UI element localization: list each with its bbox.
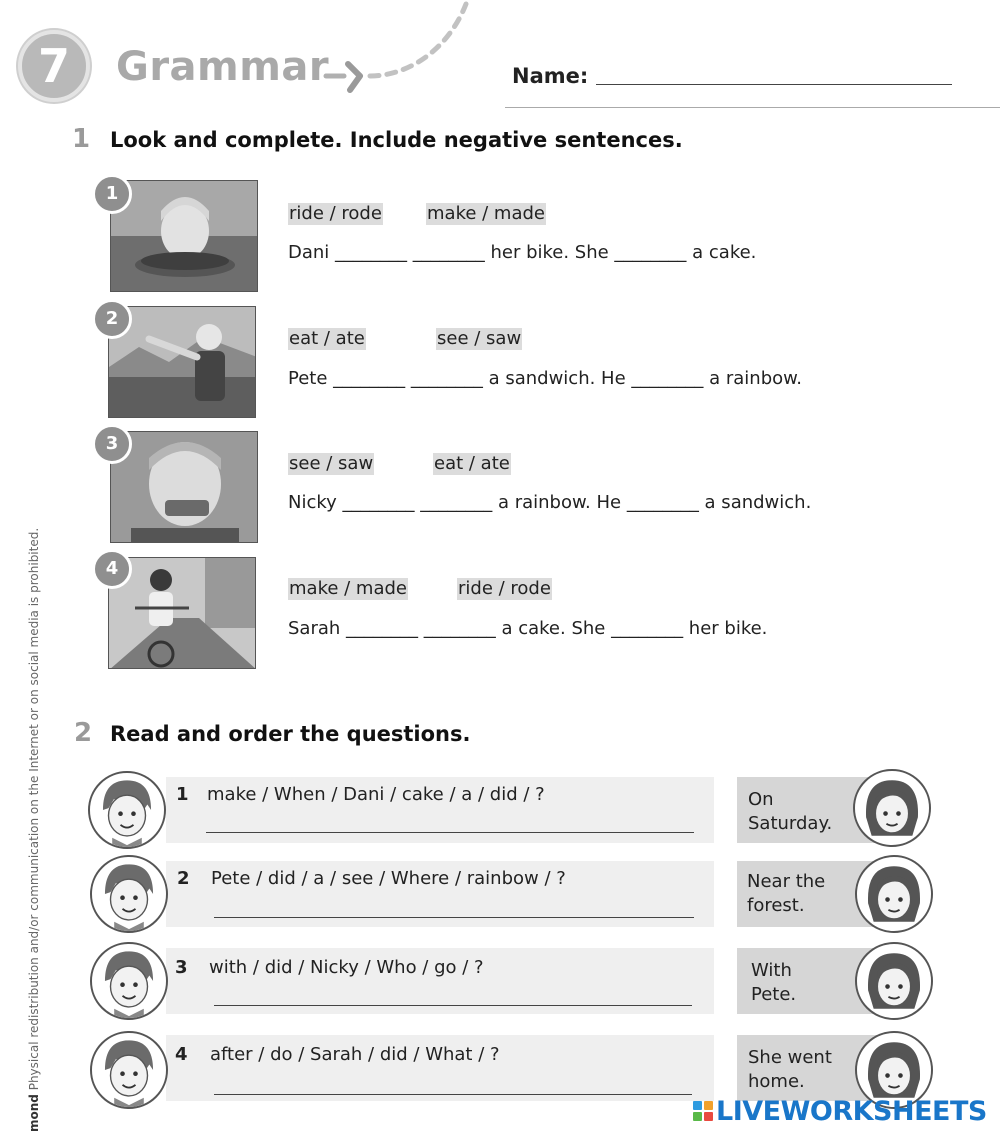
answer-text — [748, 1046, 858, 1094]
answer-text — [748, 788, 858, 836]
scrambled-words: make / When / Dani / cake / a / did / ? — [207, 784, 545, 805]
boy-avatar — [90, 855, 168, 933]
scrambled-words: Pete / did / a / see / Where / rainbow / ? — [211, 868, 566, 889]
verb-option: eat / ate — [434, 453, 510, 474]
answer-line[interactable] — [214, 1005, 692, 1006]
question-number: 4 — [175, 1044, 188, 1065]
girl-avatar — [853, 769, 931, 847]
answer-text — [747, 870, 857, 918]
exercise-number: 2 — [74, 718, 93, 748]
name-label: Name: — [512, 64, 589, 88]
boy-eating-sandwich-photo — [110, 431, 258, 543]
verb-option: eat / ate — [289, 328, 365, 349]
answer-line2: Saturday. — [748, 813, 833, 834]
logo-text: LIVEWORKSHEETS — [716, 1095, 987, 1127]
header-divider — [505, 107, 1000, 108]
answer-text — [751, 959, 861, 1007]
answer-line2: forest. — [747, 895, 805, 916]
publisher-fragment: mond — [27, 1094, 41, 1132]
unit-number-badge: 7 — [18, 30, 90, 102]
exercise-number: 1 — [72, 124, 91, 154]
question-number: 2 — [177, 868, 190, 889]
logo-grid-icon — [693, 1101, 713, 1121]
exercise-instruction: Read and order the questions. — [110, 722, 471, 746]
redistribution-notice: Physical redistribution and/or communication on the Internet or on social media is prohibited. — [27, 527, 41, 1091]
fill-in-sentence[interactable]: Sarah ________ ________ a cake. She ________ her bike. — [288, 618, 768, 639]
question-number: 1 — [176, 784, 189, 805]
item-number-badge: 3 — [92, 424, 132, 464]
verb-option: ride / rode — [458, 578, 551, 599]
item-number-badge: 4 — [92, 549, 132, 589]
answer-line[interactable] — [214, 917, 694, 918]
fill-in-sentence[interactable]: Nicky ________ ________ a rainbow. He ________ a sandwich. — [288, 492, 812, 513]
name-input-line[interactable] — [596, 84, 952, 85]
verb-option: see / saw — [437, 328, 522, 349]
girl-avatar — [855, 855, 933, 933]
scrambled-words: after / do / Sarah / did / What / ? — [210, 1044, 500, 1065]
liveworksheets-logo[interactable] — [693, 1093, 987, 1129]
fill-in-sentence[interactable]: Pete ________ ________ a sandwich. He ________ a rainbow. — [288, 368, 802, 389]
girl-with-cake-photo — [110, 180, 258, 292]
answer-line1: She went — [748, 1047, 832, 1068]
boy-avatar — [88, 771, 166, 849]
verb-option: make / made — [289, 578, 407, 599]
question-number: 3 — [175, 957, 188, 978]
girl-avatar — [855, 942, 933, 1020]
item-number-badge: 1 — [92, 174, 132, 214]
verb-option: make / made — [427, 203, 545, 224]
verb-option: ride / rode — [289, 203, 382, 224]
answer-line[interactable] — [214, 1094, 692, 1095]
section-title: Grammar — [116, 44, 330, 90]
dashed-arrow-icon — [318, 0, 478, 100]
scrambled-words: with / did / Nicky / Who / go / ? — [209, 957, 484, 978]
boy-avatar — [90, 942, 168, 1020]
exercise-instruction: Look and complete. Include negative sentences. — [110, 128, 683, 152]
answer-line1: On — [748, 789, 774, 810]
boy-avatar — [90, 1031, 168, 1109]
fill-in-sentence[interactable]: Dani ________ ________ her bike. She ________ a cake. — [288, 242, 757, 263]
copyright-notice — [27, 528, 41, 1132]
verb-option: see / saw — [289, 453, 374, 474]
answer-line2: Pete. — [751, 984, 797, 1005]
answer-line1: With — [751, 960, 792, 981]
answer-line[interactable] — [206, 832, 694, 833]
answer-line2: home. — [748, 1071, 805, 1092]
item-number-badge: 2 — [92, 299, 132, 339]
answer-line1: Near the — [747, 871, 826, 892]
